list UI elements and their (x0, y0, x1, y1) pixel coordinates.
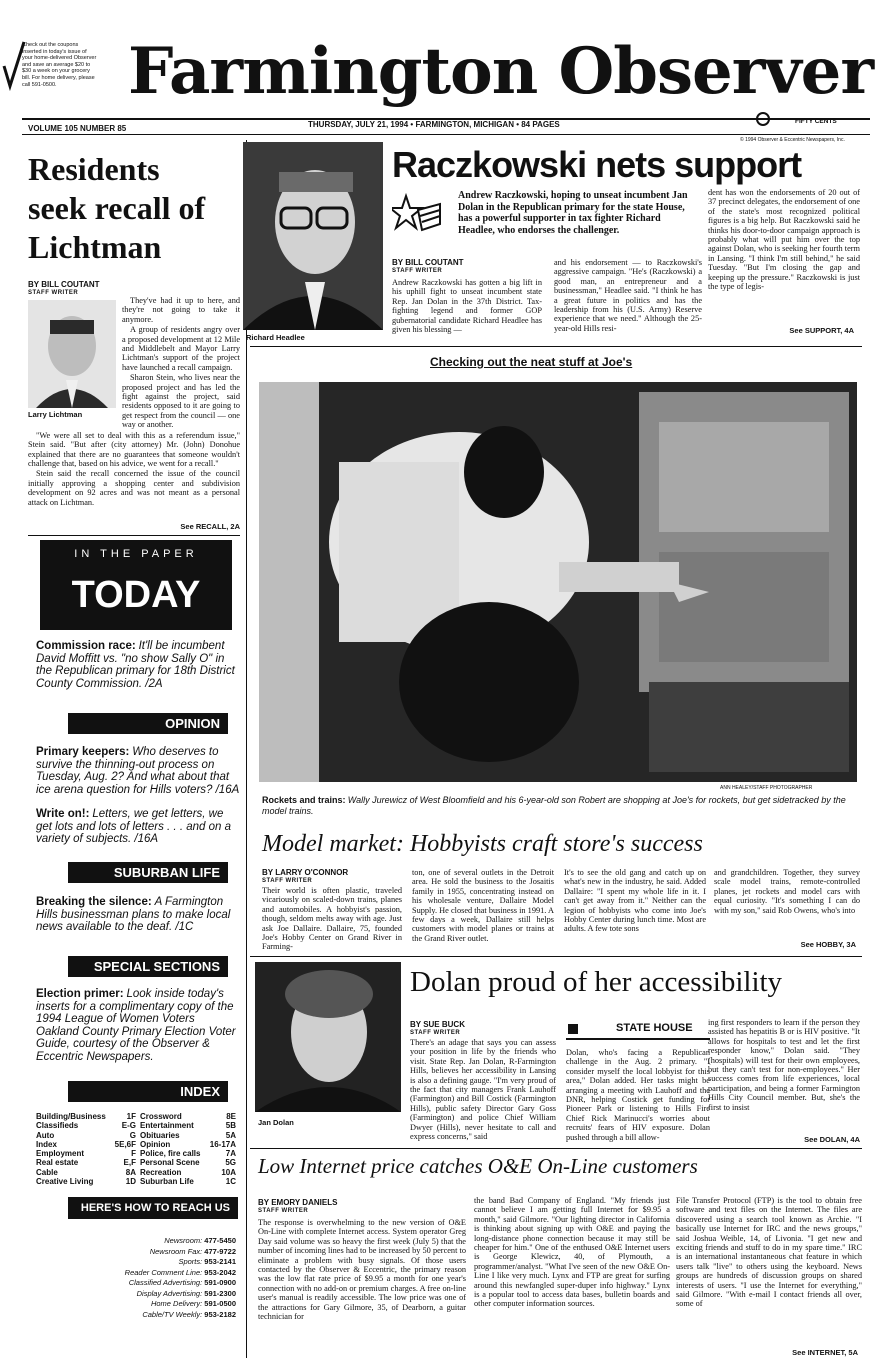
dolan-photo-caption: Jan Dolan (258, 1118, 294, 1127)
contact-row: Home Delivery: 591-0500 (150, 1299, 236, 1308)
internet-byline (258, 1198, 337, 1216)
recall-body (28, 296, 240, 508)
dolan-col2: Dolan, who's facing a Republican challenge in the Aug. 2 primary. "I consider myself the local lobbyist for this area," Dolan added. Her tasks might be arranging a meeting with Lauhoff and the DNR, helping Costick get funding for Pioneer Park or listening to Hills Fire Chief Rick Marinucci's worries about recruits' fears of HIV exposure. Dolan pushed through a bill allow- (566, 1048, 710, 1142)
index-entry[interactable]: Suburban Life 1C (140, 1177, 236, 1187)
hobby-col3: It's to see the old gang and catch up on what's new in the industry, he said. Added Dallaire: "I spent my whole life in it. I can't get away from it." Neither can the legion of hobbyists who come into Joe's Hobby Center during lunch time. Most are adults. A few tote sons (564, 868, 706, 934)
byline-role: STAFF WRITER (258, 1208, 309, 1214)
byline-name: BY LARRY O'CONNOR (262, 868, 349, 877)
lichtman-photo-caption: Larry Lichtman (28, 410, 83, 419)
feature-kicker: Checking out the neat stuff at Joe's (430, 355, 633, 369)
masthead-title: Farmington Observer (128, 34, 874, 109)
in-the-paper-label: IN THE PAPER (74, 548, 198, 560)
recall-headline: Residents seek recall of Lichtman (28, 151, 206, 265)
byline-role: STAFF WRITER (262, 878, 313, 884)
headlee-photo (243, 142, 383, 330)
contact-row: Reader Comment Line: 953-2042 (124, 1267, 236, 1277)
hobby-see-link[interactable]: See HOBBY, 3A (800, 940, 856, 949)
index-entry[interactable]: Recreation 10A (140, 1167, 236, 1177)
teaser-text: Letters, we get letters, we get lots and lots of letters . . . and on a variety of subjects. /16A (36, 808, 231, 845)
index-entry[interactable]: Personal Scene 5G (140, 1158, 236, 1168)
index-entry[interactable]: Obituaries 5A (140, 1130, 236, 1140)
index-entry[interactable]: Classifieds E-G (36, 1121, 136, 1131)
contact-row: Classified Advertising: 591-0900 (128, 1278, 236, 1287)
hobby-byline (262, 868, 348, 886)
byline-name: BY EMORY DANIELS (258, 1198, 338, 1207)
index-bar: INDEX (68, 1081, 228, 1102)
recall-see-link[interactable]: See RECALL, 2A (180, 522, 240, 531)
teaser-commission (36, 640, 240, 690)
hobby-col1: Their world is often plastic, traveled vicariously on scaled-down trains, planes and automobiles. A hobbyist's passion, though, seldom melts away with age. Just ask Joe Dallaire. Dallaire, 75, founded Joe's Hobby Center on Grand River in Farming- (262, 886, 402, 952)
index-entry[interactable]: Real estate E,F (36, 1158, 136, 1168)
in-the-paper-box (40, 540, 232, 630)
teaser-text: It'll be incumbent David Moffitt vs. "no show Sally O" in the Republican primary for 18th District County Commission. /2A (36, 640, 235, 690)
index-entry[interactable]: Building/Business 1F (36, 1112, 136, 1121)
dolan-byline (410, 1020, 465, 1038)
index-entry[interactable]: Index 5E,6F (36, 1139, 136, 1149)
teaser-label: Breaking the silence: (36, 896, 152, 908)
state-house-marker (568, 1024, 578, 1034)
index-entry[interactable]: Creative Living 1D (36, 1177, 136, 1187)
recycle-icon (756, 112, 770, 126)
internet-headline: Low Internet price catches O&E On-Line customers (258, 1154, 698, 1178)
teaser-label: Write on!: (36, 808, 90, 820)
state-house-label: STATE HOUSE (616, 1022, 693, 1034)
contact-row: Newsroom Fax: 477-9722 (149, 1246, 236, 1256)
contact-row: Sports: 953-2141 (178, 1257, 236, 1266)
byline-role: STAFF WRITER (392, 268, 443, 274)
opinion-bar: OPINION (68, 713, 228, 734)
recall-paragraph: "We were all set to deal with this as a referendum issue," Stein said. "But after (city attorney) Mr. (John) Donohue explained that there are no guarantees that someone wouldn't challenge that, based on his advice, we went for a recall." (28, 430, 240, 468)
raczkowski-headline: Raczkowski nets support (392, 144, 802, 185)
index-entry[interactable]: Auto G (36, 1130, 136, 1140)
dolan-photo (255, 962, 401, 1112)
teaser-text: Look inside today's inserts for a complimentary copy of the 1994 League of Women Voters Oakland County Primary Election Voter Guide, courtesy of the Observer & Eccentric Newspapers. (36, 988, 236, 1063)
caption-label: Rockets and trains: (262, 795, 346, 805)
feature-caption (262, 795, 858, 817)
contact-list (40, 1236, 236, 1320)
flag-star-icon (392, 190, 442, 246)
index-entry[interactable]: Cable 8A (36, 1167, 136, 1177)
price: FIFTY CENTS (795, 118, 837, 125)
raczkowski-col1: Andrew Raczkowski has gotten a big lift in his uphill fight to unseat incumbent state Rep. Jan Dolan in the 37th District. Tax-fighting legend and former GOP gubernatorial candidate Richard Headlee has given his blessing — (392, 278, 542, 335)
suburban-life-bar: SUBURBAN LIFE (68, 862, 228, 883)
teaser-election-primer (36, 988, 240, 1063)
index-entry[interactable]: Opinion 16-17A (140, 1139, 236, 1149)
coupon-promo: Check out the coupons inserted in today's issue of your home-delivered Observer and save an average $20 to $30 a week on your grocery bill. For home delivery, please call 591-0500. (22, 42, 97, 88)
dolan-headline: Dolan proud of her accessibility (410, 966, 783, 998)
dolan-col1: There's an adage that says you can assess your position in life by the friends who visit. State Rep. Jan Dolan, R-Farmington Hills, believes her accessibility in Lansing is also a defining gauge. "I'm very proud of the fact that city managers Frank Lauhoff (Farmington) and Bill Costick (Farmington Hills), public safety Director Gary Goss (Farmington) and police Chief William Dwyer (Hills), never hesitate to call and express concerns," said (410, 1038, 556, 1142)
index-entry[interactable]: Entertainment 5B (140, 1121, 236, 1131)
raczkowski-byline (392, 258, 464, 276)
recall-paragraph: Sharon Stein, who lives near the proposed project and has led the fight against the project, said residents opposed to it are going to get respect from the council — one way or another. (122, 373, 240, 430)
teaser-label: Primary keepers: (36, 746, 130, 758)
volume-number: VOLUME 105 NUMBER 85 (28, 124, 127, 133)
reach-us-bar: HERE'S HOW TO REACH US (68, 1197, 238, 1219)
hobby-col2: ton, one of several outlets in the Detroit area. He sold the business to the Josaitis family in 1955, concentrating instead on his wholesale venture, Dallaire Model Supply. He closed that business in 1991. A few days a week, Dallaire still helps customers with model planes or trains at the Grand River outlet. (412, 868, 554, 943)
internet-col1: The response is overwhelming to the new version of O&E On-Line with complete Internet access. System operator Greg Day said volume was so heavy the first week (July 5) that the number of incoming lines had to be increased by 50 percent to eliminate a problem with busy signals. Of those users contacted by the Observer & Eccentric, the primary reason was the low flat rate price of $9.95 a month for one year's connection with no add-on or premium charges. A free on-line user's manual is readily accessible. The low price was one of the attractions for Gary Gilmore, 35, of Dearborn, a guitar technician for (258, 1218, 466, 1322)
caption-text: Wally Jurewicz of West Bloomfield and his 6-year-old son Robert are shopping at Joe's for rockets, but get sidetracked by the model trains. (262, 795, 846, 816)
today-label: TODAY (71, 574, 201, 616)
teaser-label: Commission race: (36, 640, 136, 652)
teaser-text: A Farmington Hills businessman plans to make local news available to the deaf. /1C (36, 896, 231, 933)
internet-see-link[interactable]: See INTERNET, 5A (792, 1348, 858, 1357)
byline-role: STAFF WRITER (410, 1030, 461, 1036)
raczkowski-see-link[interactable]: See SUPPORT, 4A (789, 326, 854, 335)
hobby-headline: Model market: Hobbyists craft store's success (262, 831, 703, 857)
teaser-primary (36, 746, 240, 796)
index-entry[interactable]: Employment F (36, 1149, 136, 1159)
index-entry[interactable]: Police, fire calls 7A (140, 1149, 236, 1159)
byline-name: BY SUE BUCK (410, 1020, 465, 1029)
copyright: © 1994 Observer & Eccentric Newspapers, Inc. (740, 137, 845, 143)
raczkowski-col2: and his endorsement — to Raczkowski's aggressive campaign. "He's (Raczkowski) a good man, an entrepreneur and a businessman," Headlee said. "I think he has a great future in politics and has the leadership from his (U.S. Army) Reserve experience that we need." Although the 25-year-old Hills resi- (554, 258, 702, 333)
recall-paragraph: A group of residents angry over a proposed development at 12 Mile and Middlebelt and Mayor Larry Lichtman's support of the project have launched a recall campaign. (122, 325, 240, 372)
recall-paragraph: Stein said the recall concerned the issue of the council initially approving a shopping center and subdivision development on 92 acres and was not meant as a personal attack on Lichtman. (28, 469, 240, 507)
byline-role: STAFF WRITER (28, 290, 79, 296)
contact-row: Newsroom: 477-5450 (164, 1236, 236, 1245)
index-right (140, 1112, 236, 1186)
contact-row: Cable/TV Weekly: 953-2182 (142, 1309, 236, 1319)
state-house-bar (566, 1022, 710, 1040)
raczkowski-deck: Andrew Raczkowski, hoping to unseat incumbent Jan Dolan in the Republican primary for the state House, has a powerful supporter in tax fighter Richard Headlee, who endorses the challenger. (458, 190, 688, 236)
contact-row: Display Advertising: 591-2300 (136, 1288, 236, 1298)
index-left (36, 1112, 136, 1186)
byline-name: BY BILL COUTANT (28, 280, 100, 289)
dateline: THURSDAY, JULY 21, 1994 • FARMINGTON, MICHIGAN • 84 PAGES (308, 120, 560, 129)
hobby-col4: and grandchildren. Together, they survey scale model trains, remote-controlled planes, jet rockets and model cars with equal curiosity. "It's something I can do with my son," said Rob Owens, who's into (714, 868, 860, 915)
internet-col2: the band Bad Company of England. "My friends just cannot believe I am getting full Internet for $9.95 a month," said Gilmore. "Our lighting director in California is thinking about signing up with O&E and paying the long-distance phone connection because it may still be cheaper for him." One of the enthused O&E Internet users is George Klewicz, 40, of Plymouth, a programmer/analyst. "What I've seen of the new O&E On-Line I like very much. Lynx and FTP are great for surfing around this newfangled super-duper info highway." Lynx is a popular tool to access data bases, bulletin boards and other computer information sources. (474, 1196, 670, 1309)
headlee-photo-caption: Richard Headlee (246, 333, 305, 342)
dolan-col3: ing first responders to learn if the person they assisted has hepatitis B or is HIV positive. "It allows for hospitals to test and let the first responder know," Dolan said. "They (hospitals) will test for their own employees, but they can't test for non-employees." Her success comes from life experiences, local participation, and being a former Farmington Hills City Council member. But, she's the first to insist (708, 1018, 860, 1112)
dolan-see-link[interactable]: See DOLAN, 4A (804, 1135, 860, 1144)
teaser-text: Who deserves to survive the thinning-out process on Tuesday, Aug. 2? And what about that ice arena question for Hills voters? /16A (36, 746, 240, 796)
special-sections-bar: SPECIAL SECTIONS (68, 956, 228, 977)
teaser-write-on (36, 808, 240, 846)
byline-name: BY BILL COUTANT (392, 258, 464, 267)
internet-col3: File Transfer Protocol (FTP) is the tool to obtain free software and text files on the Internet. The files are discovered using a search tool known as Archie. "I basically use Internet for IRC and the news groups," said Joshua Weible, 14, of Livonia. "I get new and exciting friends and stuff to do in my spare time." IRC is an international instantaneous chat feature in which users talk "live" to others using the keyboard. News groups are hundreds of discussion groups on shared interests of users. "I use the Internet for everything," said Gilmore. "With e-mail I contact friends all over, some of (676, 1196, 862, 1309)
raczkowski-col3: dent has won the endorsements of 20 out of 37 precinct delegates, the endorsement of one of the state's most recognized political figures is a big help. But Raczkowski said he thinks his door-to-door campaign approach is probably what will put him over the top against Dolan, who is seeking her fourth term in Lansing. "I think I'm still behind," he said Tuesday. "But I'm closing the gap and keeping up the pressure." Raczkowski is just the type of legis- (708, 188, 860, 292)
recall-paragraph: They've had it up to here, and they're not going to take it anymore. (122, 296, 240, 324)
hobby-shop-photo (259, 382, 857, 782)
photo-credit: ANN HEALEY/STAFF PHOTOGRAPHER (720, 785, 813, 791)
teaser-label: Election primer: (36, 988, 124, 1000)
teaser-breaking-silence (36, 896, 240, 934)
index-entry[interactable]: Crossword 8E (140, 1112, 236, 1121)
